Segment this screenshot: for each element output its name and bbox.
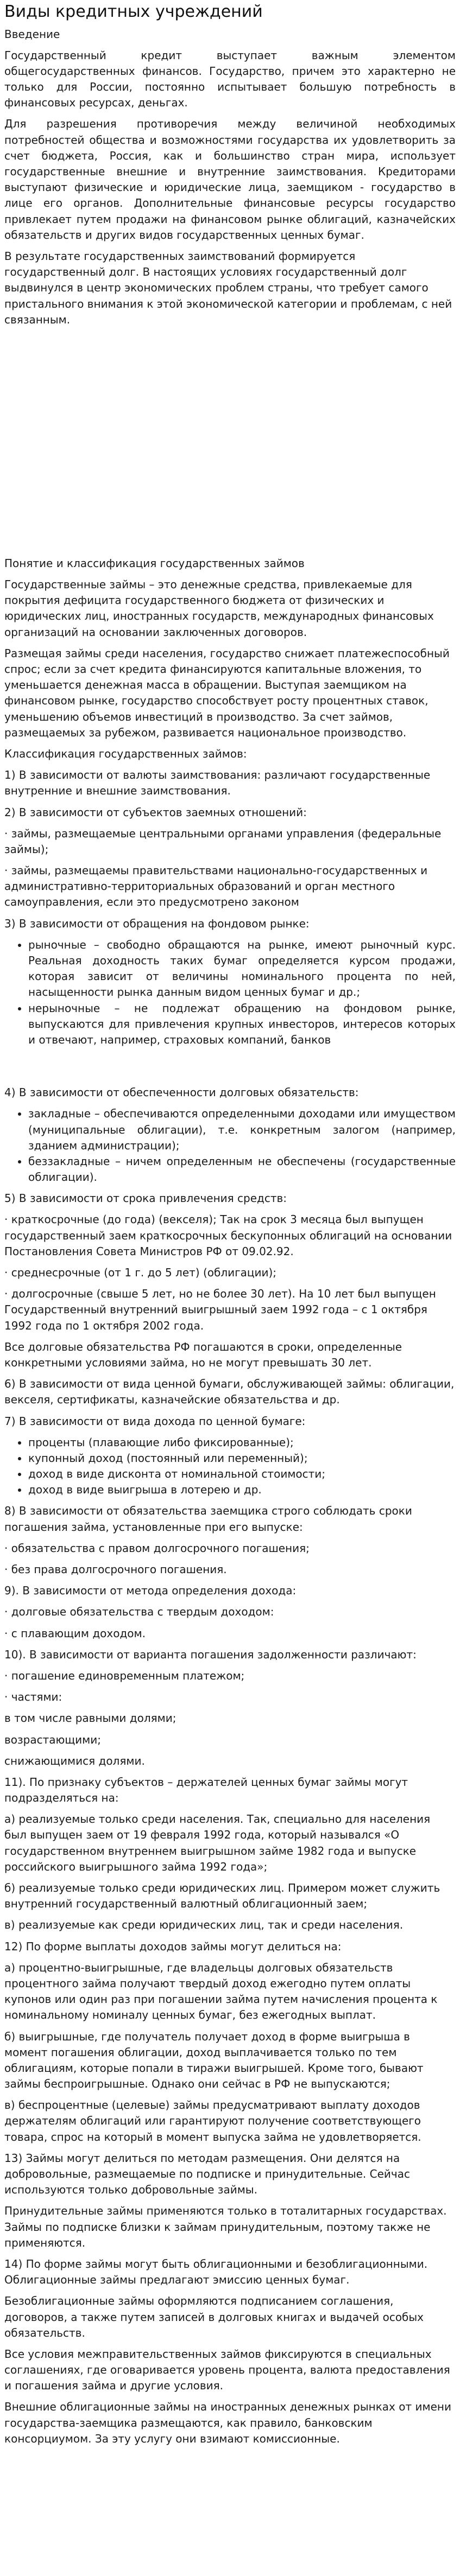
section-paragraph: · займы, размещаемые центральными органами управления (федеральные займы);: [4, 826, 442, 856]
list-item: • проценты (плавающие либо фиксированные);: [28, 1435, 456, 1451]
section-paragraph: Размещая займы среди населения, государство снижает платежеспособный спрос; если за счет кредита финансируются капитальные вложения, то уменьшается денежная масса в обращении. Выступая заемщиком на финансовом рынке, государство способствует росту процентных ставок, уменьшению объемов инвестиций в производство. За счет займов, размещаемых за рубежом, развивается национальное производство.: [4, 646, 450, 739]
list-item: • закладные – обеспечиваются определенными доходами или имуществом (муниципальные облигации), т.е. конкретным залогом (например, зданием администрации);: [28, 1106, 456, 1154]
section-paragraph: · долговые обязательства с твердым доходом:: [4, 1605, 274, 1619]
section-paragraph: 2) В зависимости от субъектов заемных отношений:: [4, 805, 307, 819]
section-paragraph: Классификация государственных займов:: [4, 747, 247, 760]
section-paragraph: · погашение единовременным платежом;: [4, 1669, 245, 1682]
section-paragraph: 8) В зависимости от обязательства заемщика строго соблюдать сроки погашения займа, установленные при его выпуске:: [4, 1504, 412, 1534]
section-paragraph: 13) Займы могут делиться по методам размещения. Они делятся на добровольные, размещаемые по подписке и принудительные. Сейчас используются только добровольные займы.: [4, 2151, 410, 2197]
list-item: • купонный доход (постоянный или переменный);: [28, 1451, 456, 1466]
section-paragraph: · займы, размещаемы правительствами национально-государственных и административно-территориальных образований и орган местного самоуправления, если это предусмотрено законом: [4, 864, 428, 909]
section-paragraph: · частями:: [4, 1690, 62, 1704]
section-paragraph: · без права долгосрочного погашения.: [4, 1563, 227, 1576]
section-paragraph: Внешние облигационные займы на иностранных денежных рынках от имени государства-заемщика размещаются, как правило, банковским консорциумом. За эту услугу они взимают комиссионные.: [4, 2400, 451, 2445]
intro-paragraph: В результате государственных заимствований формируется государственный долг. В настоящих условиях государственный долг выдвинулся в центр экономических проблем страны, что требует самого пристального внимания к этой экономической категории и проблемам, с ней связанным.: [4, 249, 452, 326]
blank-space: [4, 1053, 456, 1085]
intro-heading: Введение: [4, 27, 60, 41]
section-paragraph: · обязательства с правом долгосрочного погашения;: [4, 1541, 310, 1555]
section-paragraph: б) выигрышные, где получатель получает доход в форме выигрыша в момент погашения облигации, доход выплачивается только по тем облигациям, которые попали в тиражи выигрышей. Кроме того, бывают займы беспроигрышные. Однако они сейчас в РФ не выпускаются;: [4, 2030, 424, 2091]
income-list: [4, 1435, 456, 1498]
list-item: • рыночные – свободно обращаются на рынке, имеют рыночный курс. Реальная доходность таких бумаг определяется курсом продажи, которая зависит от величины номинального процента по ней, насыщенности рынка данным видом ценных бумаг и др.;: [28, 937, 456, 1001]
section-paragraph: 5) В зависимости от срока привлечения средств:: [4, 1192, 287, 1205]
section-paragraph: 12) По форме выплаты доходов займы могут делиться на:: [4, 1939, 342, 1953]
section-paragraph: 3) В зависимости от обращения на фондовом рынке:: [4, 917, 310, 930]
market-list: [4, 937, 456, 1048]
list-item: • нерыночные – не подлежат обращению на фондовом рынке, выпускаются для привлечения крупных инвесторов, интересов которых и отвечают, например, страховых компаний, банков: [28, 1001, 456, 1048]
page-title: Виды кредитных учреждений: [4, 2, 263, 21]
section-paragraph: а) реализуемые только среди населения. Так, специально для населения был выпущен заем от 19 февраля 1992 года, который назывался «О государственном внутреннем выигрышном займе 1982 года и выпуске российского выигрышного займа 1992 года»;: [4, 1812, 431, 1873]
section-paragraph: в том числе равными долями;: [4, 1712, 177, 1725]
intro-paragraph: Для разрешения противоречия между величиной необходимых потребностей общества и возможностями государства их удовлетворить за счет бюджета, Россия, как и большинство стран мира, использует государственные внешние и внутренние заимствования. Кредиторами выступают физические и юридические лица, заемщиком - государство в лице его органов. Дополнительные финансовые ресурсы государство привлекает путем продажи на финансовом рынке облигаций, казначейских обязательств и других видов государственных ценных бумаг.: [4, 117, 456, 241]
section-paragraph: а) процентно-выигрышные, где владельцы долговых обязательств процентного займа получают твердый доход ежегодно путем оплаты купонов или один раз при погашении займа путем начисления процента к номинальному номиналу ценных бумаг, без ежегодных выплат.: [4, 1961, 438, 2022]
section-paragraph: 1) В зависимости от валюты заимствования: различают государственные внутренние и внешние заимствования.: [4, 768, 431, 798]
blank-space: [4, 333, 456, 556]
section-paragraph: Безоблигационные займы оформляются подписанием соглашения, договоров, а также путем записей в долговых книгах и выдачей особых обязательств.: [4, 2294, 424, 2339]
section-paragraph: в) беспроцентные (целевые) займы предусматривают выплату доходов держателям облигаций или гарантируют получение соответствующего товара, спрос на который в момент выпуска займа не удовлетворяется.: [4, 2098, 421, 2144]
list-item: • доход в виде дисконта от номинальной стоимости;: [28, 1466, 456, 1482]
list-item: • доход в виде выигрыша в лотерею и др.: [28, 1482, 456, 1498]
list-item: • беззакладные – ничем определенным не обеспечены (государственные облигации).: [28, 1154, 456, 1185]
section-paragraph: Все условия межправительственных займов фиксируются в специальных соглашениях, где оговаривается уровень процента, валюта предоставления и погашения займа и другие условия.: [4, 2347, 450, 2393]
section-paragraph: снижающимися долями.: [4, 1754, 145, 1767]
section-paragraph: в) реализуемые как среди юридических лиц, так и среди населения.: [4, 1918, 404, 1932]
section-paragraph: 11). По признаку субъектов – держателей ценных бумаг займы могут подразделяться на:: [4, 1775, 408, 1805]
section-paragraph: 9). В зависимости от метода определения дохода:: [4, 1584, 297, 1598]
section-paragraph: 14) По форме займы могут быть облигационными и безоблигационными. Облигационные займы предлагают эмиссию ценных бумаг.: [4, 2257, 428, 2287]
section-paragraph: 4) В зависимости от обеспеченности долговых обязательств:: [4, 1086, 359, 1099]
section-paragraph: возрастающими;: [4, 1733, 102, 1746]
section-paragraph: 7) В зависимости от вида дохода по ценной бумаге:: [4, 1414, 306, 1428]
security-list: [4, 1106, 456, 1185]
section-paragraph: Принудительные займы применяются только в тоталитарных государствах. Займы по подписке близки к займам принудительным, поэтому также не применяются.: [4, 2204, 447, 2249]
section-paragraph: 6) В зависимости от вида ценной бумаги, обслуживающей займы: облигации, векселя, сертификаты, казначейские обязательства и др.: [4, 1377, 455, 1407]
section-paragraph: б) реализуемые только среди юридических лиц. Примером может служить внутренний государственный валютный облигационный заем;: [4, 1881, 440, 1911]
section-paragraph: · с плавающим доходом.: [4, 1626, 146, 1640]
intro-paragraph: Государственный кредит выступает важным элементом общегосударственных финансов. Государство, причем это характерно не только для России, постоянно испытывает большую потребность в финансовых ресурсах, деньгах.: [4, 48, 456, 110]
section-paragraph: Государственные займы – это денежные средства, привлекаемые для покрытия дефицита государственного бюджета от физических и юридических лиц, иностранных государств, международных финансовых организаций на основании заключенных договоров.: [4, 578, 434, 639]
section-paragraph: 10). В зависимости от варианта погашения задолженности различают:: [4, 1648, 417, 1661]
section-heading: Понятие и классификация государственных займов: [4, 556, 305, 570]
section-paragraph: · долгосрочные (свыше 5 лет, но не более 30 лет). На 10 лет был выпущен Государственный внутренний выигрышный заем 1992 года – с 1 октября 1992 года по 1 октября 2002 года.: [4, 1287, 436, 1332]
section-paragraph: · среднесрочные (от 1 г. до 5 лет) (облигации);: [4, 1266, 277, 1279]
section-paragraph: Все долговые обязательства РФ погашаются в сроки, определенные конкретными условиями займа, но не могут превышать 30 лет.: [4, 1340, 402, 1369]
section-paragraph: · краткосрочные (до года) (векселя); Так на срок 3 месяца был выпущен государственный заем краткосрочных бескупонных облигаций на основании Постановления Совета Министров РФ от 09.02.92.: [4, 1213, 452, 1258]
